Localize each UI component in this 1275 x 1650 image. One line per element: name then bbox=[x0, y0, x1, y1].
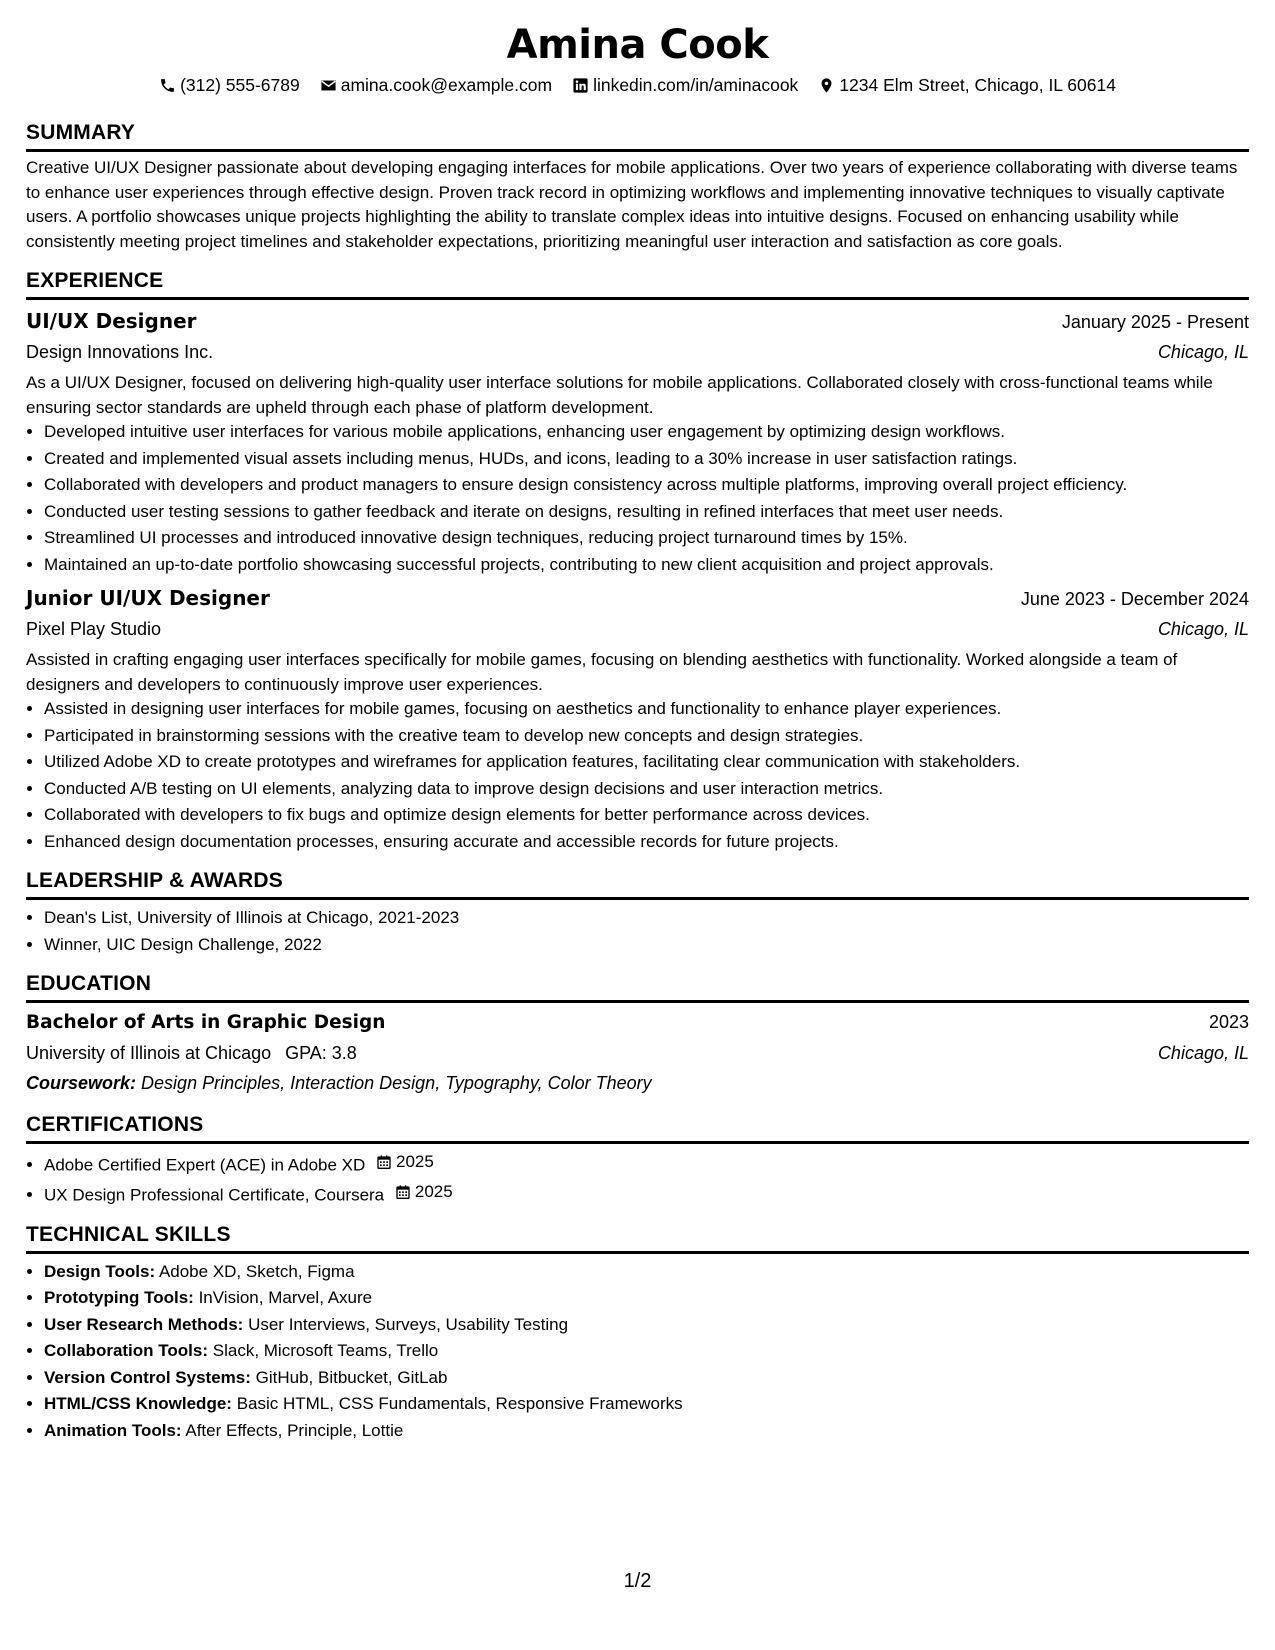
education-gpa: GPA: 3.8 bbox=[285, 1043, 357, 1063]
location-pin-icon bbox=[818, 77, 835, 94]
phone-icon bbox=[159, 77, 176, 94]
job-bullets bbox=[26, 697, 1249, 854]
list-item: • Winner, UIC Design Challenge, 2022 bbox=[44, 933, 1249, 958]
job-location: Chicago, IL bbox=[1157, 619, 1249, 639]
contact-email[interactable] bbox=[320, 72, 552, 98]
list-item: • Conducted A/B testing on UI elements, analyzing data to improve design decisions and user interaction metrics. bbox=[44, 777, 1249, 802]
education-section bbox=[26, 971, 1249, 1098]
skill-value: User Interviews, Surveys, Usability Testing bbox=[248, 1314, 569, 1334]
education-degree: Bachelor of Arts in Graphic Design bbox=[26, 1012, 386, 1033]
education-school-row bbox=[26, 1038, 1249, 1068]
linkedin-text[interactable]: linkedin.com/in/aminacook bbox=[593, 75, 799, 95]
summary-section bbox=[26, 120, 1249, 254]
list-item: • Enhanced design documentation processes, ensuring accurate and accessible records for future projects. bbox=[44, 830, 1249, 855]
contact-linkedin[interactable] bbox=[572, 72, 798, 98]
page-number: 1/2 bbox=[623, 1570, 652, 1592]
email-text[interactable]: amina.cook@example.com bbox=[340, 75, 553, 95]
list-item bbox=[44, 1150, 1249, 1178]
certification-name: Adobe Certified Expert (ACE) in Adobe XD bbox=[44, 1155, 366, 1175]
section-title-summary: SUMMARY bbox=[26, 120, 1249, 152]
job-entry bbox=[26, 583, 1249, 854]
contact-address bbox=[818, 72, 1116, 98]
skill-label: Version Control Systems: bbox=[44, 1367, 251, 1387]
education-year: 2023 bbox=[1208, 1012, 1249, 1032]
job-company: Pixel Play Studio bbox=[26, 619, 162, 639]
skill-label: Animation Tools: bbox=[44, 1420, 182, 1440]
certification-year: 2025 bbox=[396, 1152, 434, 1171]
skill-label: HTML/CSS Knowledge: bbox=[44, 1394, 232, 1413]
list-item bbox=[44, 1260, 1249, 1285]
list-item bbox=[44, 1419, 1249, 1444]
skill-value: Adobe XD, Sketch, Figma bbox=[158, 1261, 355, 1281]
job-header-row bbox=[26, 583, 1249, 614]
job-company-row bbox=[26, 614, 1249, 644]
skill-value: Basic HTML, CSS Fundamentals, Responsive Frameworks bbox=[236, 1394, 683, 1413]
skill-label: Design Tools: bbox=[44, 1261, 156, 1281]
list-item: • Collaborated with developers and product managers to ensure design consistency across multiple platforms, improving overall project efficiency. bbox=[44, 473, 1249, 498]
certifications-section bbox=[26, 1112, 1249, 1208]
section-title-certifications: CERTIFICATIONS bbox=[26, 1112, 1249, 1144]
certification-name: UX Design Professional Certificate, Coursera bbox=[44, 1185, 385, 1204]
list-item: • Assisted in designing user interfaces for mobile games, focusing on aesthetics and functionality to enhance player experiences. bbox=[44, 697, 1249, 722]
education-degree-row bbox=[26, 1007, 1249, 1038]
job-description: Assisted in crafting engaging user interfaces specifically for mobile games, focusing on blending aesthetics with functionality. Worked alongside a team of designers and developers to continuously improve user experiences. bbox=[26, 650, 1178, 694]
candidate-name: Amina Cook bbox=[506, 22, 769, 68]
list-item: • Dean's List, University of Illinois at Chicago, 2021-2023 bbox=[44, 906, 1249, 931]
skills-section bbox=[26, 1222, 1249, 1444]
certification-date bbox=[395, 1180, 453, 1205]
education-location: Chicago, IL bbox=[1157, 1043, 1249, 1063]
contact-phone bbox=[159, 72, 300, 98]
list-item bbox=[44, 1180, 1249, 1208]
section-title-awards: LEADERSHIP & AWARDS bbox=[26, 868, 1249, 900]
awards-section bbox=[26, 868, 1249, 957]
list-item bbox=[44, 1313, 1249, 1338]
section-title-experience: EXPERIENCE bbox=[26, 268, 1249, 300]
envelope-icon bbox=[320, 77, 337, 94]
skill-value: Slack, Microsoft Teams, Trello bbox=[212, 1341, 439, 1360]
list-item: • Streamlined UI processes and introduced innovative design techniques, reducing project turnaround times by 15%. bbox=[44, 526, 1249, 551]
list-item bbox=[44, 1286, 1249, 1311]
list-item: • Developed intuitive user interfaces for various mobile applications, enhancing user engagement by optimizing design workflows. bbox=[44, 420, 1249, 445]
experience-section bbox=[26, 268, 1249, 854]
job-location: Chicago, IL bbox=[1157, 342, 1249, 362]
list-item bbox=[44, 1366, 1249, 1391]
summary-text: Creative UI/UX Designer passionate about developing engaging interfaces for mobile applications. Over two years of experience collaborating with diverse teams to enhance user experiences through effective design. Proven track record in optimizing workflows and implementing innovative techniques to visually captivate users. A portfolio showcases unique projects highlighting the ability to translate complex ideas into intuitive designs. Focused on enhancing usability while consistently meeting project timelines and stakeholder expectations, prioritizing meaningful user interaction and satisfaction as core goals. bbox=[26, 158, 1238, 251]
section-title-skills: TECHNICAL SKILLS bbox=[26, 1222, 1249, 1254]
calendar-icon bbox=[395, 1184, 411, 1200]
contact-bar bbox=[26, 72, 1249, 98]
job-dates: June 2023 - December 2024 bbox=[1020, 589, 1249, 609]
job-title: UI/UX Designer bbox=[26, 309, 197, 333]
resume-page bbox=[26, 20, 1249, 1445]
education-coursework bbox=[26, 1068, 1249, 1098]
job-company-row bbox=[26, 337, 1249, 367]
job-description: As a UI/UX Designer, focused on delivering high-quality user interface solutions for mobile applications. Collaborated closely with cross-functional teams while ensuring sector standards are upheld through each phase of platform development. bbox=[26, 373, 1213, 417]
certification-date bbox=[376, 1150, 434, 1175]
certifications-list bbox=[26, 1150, 1249, 1208]
job-entry bbox=[26, 306, 1249, 577]
education-school-wrap bbox=[26, 1038, 357, 1068]
list-item: • Maintained an up-to-date portfolio showcasing successful projects, contributing to new client acquisition and project approvals. bbox=[44, 553, 1249, 578]
skill-value: InVision, Marvel, Axure bbox=[198, 1288, 373, 1307]
job-bullets bbox=[26, 420, 1249, 577]
section-title-education: EDUCATION bbox=[26, 971, 1249, 1003]
skills-list bbox=[26, 1260, 1249, 1444]
job-company: Design Innovations Inc. bbox=[26, 342, 214, 362]
skill-value: GitHub, Bitbucket, GitLab bbox=[255, 1367, 448, 1387]
education-school: University of Illinois at Chicago bbox=[26, 1043, 272, 1063]
list-item: • Utilized Adobe XD to create prototypes and wireframes for application features, facilitating clear communication with stakeholders. bbox=[44, 750, 1249, 775]
list-item: • Collaborated with developers to fix bugs and optimize design elements for better performance across devices. bbox=[44, 803, 1249, 828]
list-item: • Created and implemented visual assets including menus, HUDs, and icons, leading to a 30% increase in user satisfaction ratings. bbox=[44, 447, 1249, 472]
job-header-row bbox=[26, 306, 1249, 337]
list-item: • Participated in brainstorming sessions with the creative team to develop new concepts and design strategies. bbox=[44, 724, 1249, 749]
certification-year: 2025 bbox=[414, 1181, 453, 1201]
skill-label: Prototyping Tools: bbox=[44, 1288, 194, 1307]
list-item: • Conducted user testing sessions to gather feedback and iterate on designs, resulting in refined interfaces that meet user needs. bbox=[44, 500, 1249, 525]
list-item bbox=[44, 1392, 1249, 1417]
skill-value: After Effects, Principle, Lottie bbox=[185, 1420, 404, 1440]
phone-text: (312) 555-6789 bbox=[180, 75, 300, 95]
job-dates: January 2025 - Present bbox=[1061, 312, 1249, 332]
calendar-icon bbox=[376, 1154, 392, 1170]
list-item bbox=[44, 1339, 1249, 1364]
skill-label: Collaboration Tools: bbox=[44, 1341, 209, 1360]
skill-label: User Research Methods: bbox=[44, 1314, 244, 1334]
job-title: Junior UI/UX Designer bbox=[26, 586, 270, 610]
coursework-text: Design Principles, Interaction Design, Typography, Color Theory bbox=[141, 1073, 652, 1093]
address-text: 1234 Elm Street, Chicago, IL 60614 bbox=[839, 75, 1116, 95]
linkedin-icon bbox=[572, 77, 589, 94]
coursework-label: Coursework: bbox=[26, 1073, 137, 1093]
awards-list bbox=[26, 906, 1249, 957]
